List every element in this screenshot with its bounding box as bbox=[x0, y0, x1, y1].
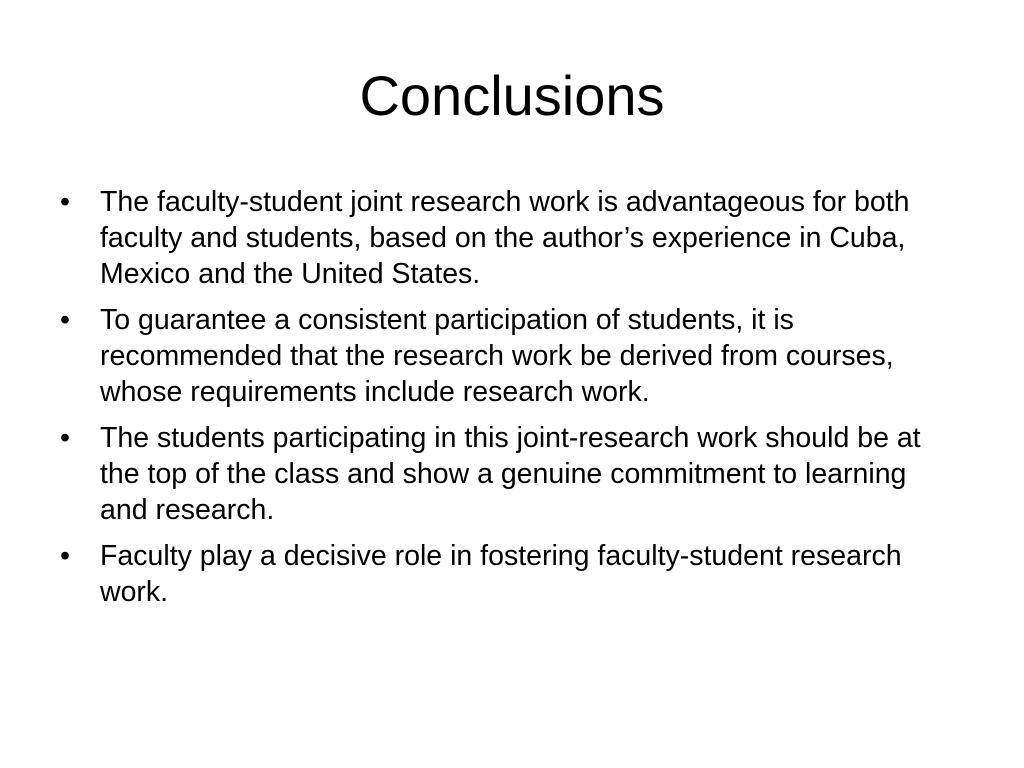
bullet-text: To guarantee a consistent participation of students, it is recommended that the research work be derived from courses, whose requirements include research work. bbox=[100, 304, 894, 408]
bullet-list bbox=[60, 184, 960, 620]
bullet-text: Faculty play a decisive role in fostering faculty-student research work. bbox=[100, 540, 902, 608]
bullet-text: The students participating in this joint-research work should be at the top of the class and show a genuine commitment to learning and research. bbox=[100, 422, 921, 526]
bullet-item bbox=[60, 184, 960, 292]
bullet-dot-icon: • bbox=[60, 304, 70, 336]
bullet-text: The faculty-student joint research work is advantageous for both faculty and students, based on the author’s experience in Cuba, Mexico and the United States. bbox=[100, 186, 910, 290]
bullet-dot-icon: • bbox=[60, 422, 70, 454]
bullet-dot-icon: • bbox=[60, 186, 70, 218]
bullet-item bbox=[60, 420, 960, 528]
bullet-dot-icon: • bbox=[60, 540, 70, 572]
bullet-item bbox=[60, 302, 960, 410]
bullet-item bbox=[60, 538, 960, 610]
slide-title: Conclusions bbox=[359, 64, 665, 127]
